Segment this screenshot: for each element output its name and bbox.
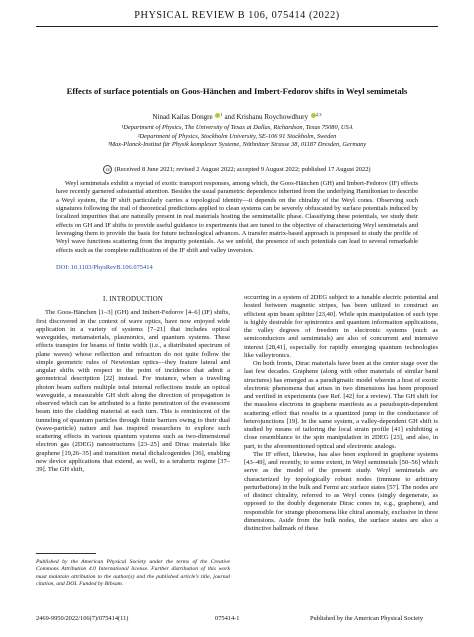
intro-paragraph-2: On both fronts, Dirac materials have been at the center stage over the last few decades. Graphene (along with other materials of similar band structures) has emerged as a paradigmatic model wherein a host of exotic electronic phenomena that arises in two dimensions has been proposed and verified in experiments (see Ref. [42] for a review). The GH shift for the massless electrons in graphene manifests as a pseudospin-dependent scattering effect that results in a quantized jump in the conductance of heterojunctions [19]. In the same system, a valley-dependent GH shift is studied by means of tailoring the local strain profile [41] exhibiting a close resemblance to the spin manipulation in 2DEG [23], and also, in part, to the aforementioned optical and electronic analogs. [244,360,438,450]
abstract: Weyl semimetals exhibit a myriad of exotic transport responses, among which, the Goos-Hänchen (GH) and Imbert-Fedorov (IF) effects have recently garnered substantial attention. Besides the usual parametric dependence inherited from the underlying Hamiltonian to describe a Weyl system, the IF shift particularly carries a topological identity—it depends on the chirality of the Weyl cones. Observing such signatures following the trail of theoretical predictions applied to clean systems can be severely obfuscated by surface potentials induced by localized impurities that are naturally present in real materials hosting the semimetallic phase. Classifying these potentials, we study their effects on GH and IF shifts to provide useful guidance to experiments that are tuned to the objective of characterizing Weyl semimetals and leveraging them to provide the basis for future technological advances. A transfer matrix-based approach is proposed to study the profile of Weyl wave functions scattering from the impurity potentials. As we unfold, the presence of such potentials can lead to several remarkable effects such as the complete nullification of the IF shift and valley inversion. [56,180,418,254]
doi-link[interactable]: DOI: 10.1103/PhysRevB.106.075414 [56,264,153,271]
footer-publisher: Published by the American Physical Society [310,615,424,622]
author-line [36,112,438,121]
affiliation-2: ²Department of Physics, Stockholm University, SE-106 91 Stockholm, Sweden [137,132,337,140]
intro-paragraph-1: The Goos-Hänchen [1–3] (GH) and Imbert-Fedorov [4–6] (IF) shifts, first discovered in the context of wave optics, have now enjoyed wide application in a variety of systems [7–21] that includes optical waveguides, metamaterials, plasmonics, and quantum systems. These effects transpire for beams of finite width (i.e., a distributed spectrum of plane waves) whose reflection and refraction do not quite follow the simple geometric rules of Newtonian optics—they feature lateral and angular shifts with respect to the point of incidence that admit a geometrical description [22] instead. For instance, when a traveling photon beam suffers multiple total internal reflections inside an optical waveguide, a measurable GH shift along the direction of propagation is observed which can be attributed to a finite penetration of the evanescent beam into the cladding material at each turn. This is reminiscent of the tunneling of quantum particles through finite barriers owing to their dual (wave-particle) nature and has inspired researchers to explore such scattering effects in various quantum systems such as two-dimensional electron gas (2DEG) nanostructures [23–25] and Dirac materials like graphene [19,26–35] and transition metal dichalcogenides [36], enabling new device applications that extend, as well, to a terahertz regime [37–39]. The GH shift, [36,309,230,473]
footnote-rule [36,553,96,554]
footer-page-number: 075414-1 [215,615,240,622]
left-column [36,296,230,474]
affiliations [36,124,438,150]
author-2-affil-marker: 2,3 [315,112,322,117]
footer-issn: 2469-9950/2022/106(7)/075414(11) [36,615,129,622]
author-1[interactable]: Ninad Kailas Dongre [152,113,213,121]
header-rule [36,26,438,27]
author-2[interactable]: Krishanu Roychowdhury [236,113,309,121]
affiliation-1: ¹Department of Physics, The University of Texas at Dallas, Richardson, Texas 75080, USA [121,124,353,131]
affiliation-3: ³Max-Planck-Institut für Physik komplexer Systeme, Nöthnitzer Strasse 38, 01187 Dresden, Germany [107,141,367,149]
section-heading: I. INTRODUCTION [102,296,163,303]
received-text: (Received 8 June 2021; revised 2 August 2022; accepted 9 August 2022; published 17 August 2022) [114,166,371,173]
author-1-affil-marker: 1 [220,112,223,117]
journal-header: PHYSICAL REVIEW B 106, 075414 (2022) [134,10,340,21]
received-dates [36,165,438,174]
paper-title: Effects of surface potentials on Goos-Hänchen and Imbert-Fedorov shifts in Weyl semimetals [66,86,408,96]
license-footnote: Published by the American Physical Society under the terms of the Creative Commons Attribution 4.0 International license. Further distribution of this work must maintain attribution to the author(s) and the published article's title, journal citation, and DOI. Funded by Bibsam. [36,559,230,588]
intro-paragraph-continued: occurring in a system of 2DEG subject to a tunable electric potential and hosted between magnetic stripes, has been utilized to construct an efficient spin beam splitter [23,40]. While spin manipulation of such type is highly desirable for spintronics and quantum information applications, the valley degrees of freedom in electronic systems (such as semiconductors and semimetals) are also of concurrent and intensive interest [28,41], especially for rapidly emerging quantum technologies like valleytronics. [244,294,438,359]
creative-commons-icon: cc [103,165,112,174]
intro-paragraph-3: The IF effect, likewise, has also been explored in graphene systems [43–49], and recently, to some extent, in Weyl semimetals [50–56] which serve as the model of the present study. Weyl semimetals are characterized by topologically robust nodes (immune to arbitrary perturbations) in the bulk and Fermi arc surface states [57]. The nodes are of distinct chirality, referred to as Weyl cones (singly degenerate, as opposed to the doubly degenerate Dirac cones in, e.g., graphene), and responsible for strange phenomena like chiral anomaly, exclusive in three dimensions. Aside from the bulk nodes, the surface states are also a distinctive hallmark of these [244,450,438,532]
author-connector: and [222,113,237,121]
right-column [244,294,438,533]
